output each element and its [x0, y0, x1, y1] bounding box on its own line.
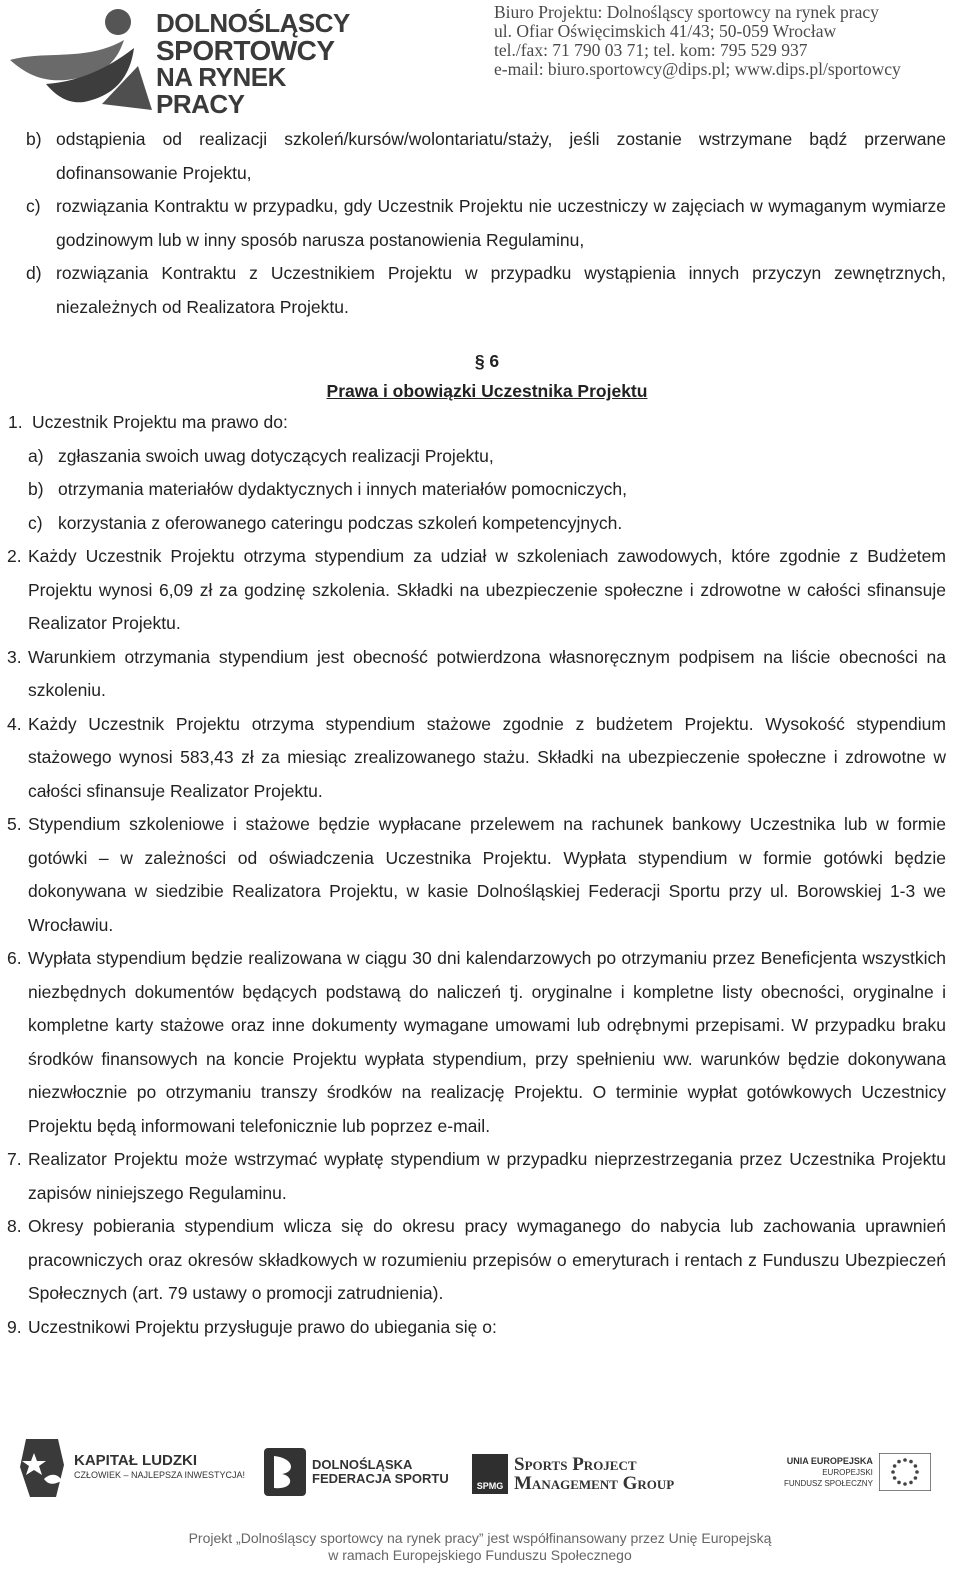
list-item [28, 507, 946, 541]
numbered-item [8, 406, 946, 440]
runner-logo-icon [6, 4, 156, 112]
item-marker: 3. [7, 646, 22, 667]
list-item-text: zgłaszania swoich uwag dotyczących realizacji Projektu, [58, 445, 494, 466]
item-text: Warunkiem otrzymania stypendium jest obecność potwierdzona własnoręcznym podpisem na liście obecności na szkoleniu. [28, 646, 946, 700]
list-item [28, 473, 946, 507]
footer-logo-line: UNIA EUROPEJSKA [786, 1455, 873, 1466]
spmg-badge [472, 1454, 508, 1494]
contact-line: Biuro Projektu: Dolnośląscy sportowcy na rynek pracy [494, 2, 879, 22]
footer-logo-line: DOLNOŚLĄSKA [312, 1457, 413, 1472]
item1-sublist [28, 440, 946, 541]
list-item [28, 440, 946, 474]
numbered-item [7, 1210, 946, 1311]
footer-logo-line: CZŁOWIEK – NAJLEPSZA INWESTYCJA! [74, 1470, 246, 1480]
contact-line: ul. Ofiar Oświęcimskich 41/43; 50-059 Wrocław [494, 21, 837, 41]
kapital-ludzki-logo [18, 1438, 245, 1498]
numbered-list [7, 406, 946, 1344]
item-text: Uczestnikowi Projektu przysługuje prawo do ubiegania się o: [28, 1316, 497, 1337]
list-marker: b) [26, 129, 42, 149]
kapital-ludzki-emblem-icon [18, 1435, 68, 1501]
section-number: § 6 [474, 351, 500, 371]
item-marker: 2. [7, 546, 22, 566]
item-text: Każdy Uczestnik Projektu otrzyma stypendium stażowe zgodnie z budżetem Projektu. Wysokość stypendium stażowego wynosi 583,43 zł za miesiąc zrealizowanego stażu. Składki na ubezpieczenie społeczne i zdrowotne w całości sfinansuje Realizator Projektu. [28, 713, 946, 801]
item-text: Okresy pobierania stypendium wlicza się do okresu pracy wymaganego do nabycia lub zachowania uprawnień pracowniczych oraz okresów składkowych w rozumieniu przepisów o emeryturach i rentach z Funduszu Ubezpieczeń Społecznych (art. 79 ustawy o promocji zatrudnienia). [28, 1216, 946, 1303]
ue-logo [784, 1442, 931, 1502]
numbered-item [7, 641, 946, 708]
item-marker: 7. [7, 1149, 22, 1169]
list-item-text: korzystania z oferowanego cateringu podczas szkoleń kompetencyjnych. [58, 512, 623, 533]
item-text: Wypłata stypendium będzie realizowana w ciągu 30 dni kalendarzowych po otrzymaniu przez Beneficjenta wszystkich niezbędnych dokumentów będących podstawą do naliczeń tj. oryginalne i kompletne listy obecności, oryginalne i kompletne karty stażowe oraz inne dokumenty wymagane umowami lub odrębnymi przepisami. W przypadku braku środków finansowych na koncie Projektu wypłata stypendium, przy spełnieniu ww. warunków będzie dokonywana niezwłocznie po otrzymaniu transzy środków na realizację Projektu. O terminie wypłat gotówkowych Uczestnicy Projektu będą informowani telefonicznie lub poprzez e-mail. [28, 948, 946, 1136]
footer-logo-line: EUROPEJSKI [822, 1467, 873, 1477]
numbered-item [7, 1311, 946, 1345]
footer-logo-line: FUNDUSZ SPOŁECZNY [784, 1478, 873, 1488]
footer-logo-line: KAPITAŁ LUDZKI [74, 1452, 198, 1469]
item-marker: 1. [8, 412, 23, 432]
document-body [7, 123, 946, 1344]
project-logo [6, 4, 350, 119]
numbered-item [7, 942, 946, 1143]
footer-logo-line: Sports Project [514, 1454, 637, 1475]
spmg-badge-text: SPMG [476, 1481, 504, 1491]
cofinancing-notice [0, 1530, 960, 1564]
contact-block [494, 3, 954, 79]
list-item-text: rozwiązania Kontraktu w przypadku, gdy Uczestnik Projektu nie uczestniczy w zajęciach w wymaganym wymiarze godzinowym lub w inny sposób narusza postanowienia Regulaminu, [56, 196, 946, 250]
list-item [26, 257, 946, 324]
ue-text [784, 1456, 873, 1489]
numbered-item [7, 808, 946, 942]
list-marker: c) [26, 196, 41, 216]
logo-wordmark [156, 10, 350, 118]
item-text: Uczestnik Projektu ma prawo do: [32, 412, 288, 432]
eu-flag-icon [879, 1453, 931, 1491]
logo-line: SPORTOWCY [156, 35, 335, 66]
item-marker: 4. [7, 713, 22, 734]
item-text: Stypendium szkoleniowe i stażowe będzie wypłacane przelewem na rachunek bankowy Uczestnika lub w formie gotówki – w zależności od oświadczenia Uczestnika Projektu. Wypłata stypendium w formie gotówki będzie dokonywana w siedzibie Realizatora Projektu, w kasie Dolnośląskiej Federacji Sportu przy ul. Borowskiej 1-3 we Wrocławiu. [28, 814, 946, 935]
kapital-ludzki-text [74, 1454, 245, 1482]
page-header [0, 0, 960, 119]
numbered-item [7, 540, 946, 641]
logo-line: NA RYNEK PRACY [156, 62, 286, 119]
list-marker: c) [28, 512, 43, 533]
logo-line: DOLNOŚLĄSCY [156, 8, 350, 38]
section-title: Prawa i obowiązki Uczestnika Projektu [326, 381, 648, 401]
list-item-text: otrzymania materiałów dydaktycznych i innych materiałów pomocniczych, [58, 479, 627, 499]
item-marker: 5. [7, 814, 22, 834]
notice-line: Projekt „Dolnośląscy sportowcy na rynek pracy” jest współfinansowany przez Unię Europejską [188, 1530, 772, 1546]
spmg-text [514, 1455, 674, 1493]
spmg-logo [472, 1444, 674, 1504]
list-marker: a) [28, 445, 44, 466]
item-marker: 6. [7, 948, 22, 968]
federacja-logo [264, 1442, 449, 1502]
list-marker: b) [28, 479, 44, 499]
footer-logo-line: FEDERACJA SPORTU [312, 1471, 449, 1486]
section-heading [28, 346, 946, 406]
item-text: Realizator Projektu może wstrzymać wypłatę stypendium w przypadku nieprzestrzegania przez Uczestnika Projektu zapisów niniejszego Regulaminu. [28, 1149, 946, 1203]
contact-line: tel./fax: 71 790 03 71; tel. kom: 795 529 937 [494, 40, 808, 60]
numbered-item [7, 1143, 946, 1210]
page-footer [0, 1428, 960, 1587]
list-item-text: odstąpienia od realizacji szkoleń/kursów/wolontariatu/staży, jeśli zostanie wstrzymane bądź przerwane dofinansowanie Projektu, [56, 129, 946, 183]
contact-line: e-mail: biuro.sportowcy@dips.pl; www.dips.pl/sportowcy [494, 59, 901, 79]
footer-logo-line: Management Group [514, 1473, 675, 1494]
list-item [26, 190, 946, 257]
notice-line: w ramach Europejskiego Funduszu Społecznego [328, 1547, 632, 1563]
federacja-text [312, 1458, 449, 1486]
list-item [26, 123, 946, 190]
item-marker: 9. [7, 1316, 22, 1337]
list-marker: d) [26, 263, 42, 283]
list-item-text: rozwiązania Kontraktu z Uczestnikiem Projektu w przypadku wystąpienia innych przyczyn zewnętrznych, niezależnych od Realizatora Projektu. [56, 263, 946, 317]
item-text: Każdy Uczestnik Projektu otrzyma stypendium za udział w szkoleniach zawodowych, które zgodnie z Budżetem Projektu wynosi 6,09 zł za godzinę szkolenia. Składki na ubezpieczenie społeczne i zdrowotne w całości sfinansuje Realizator Projektu. [28, 546, 946, 633]
item-marker: 8. [7, 1216, 22, 1236]
federacja-emblem-icon [264, 1448, 306, 1496]
numbered-item [7, 708, 946, 809]
intro-list [26, 123, 946, 324]
